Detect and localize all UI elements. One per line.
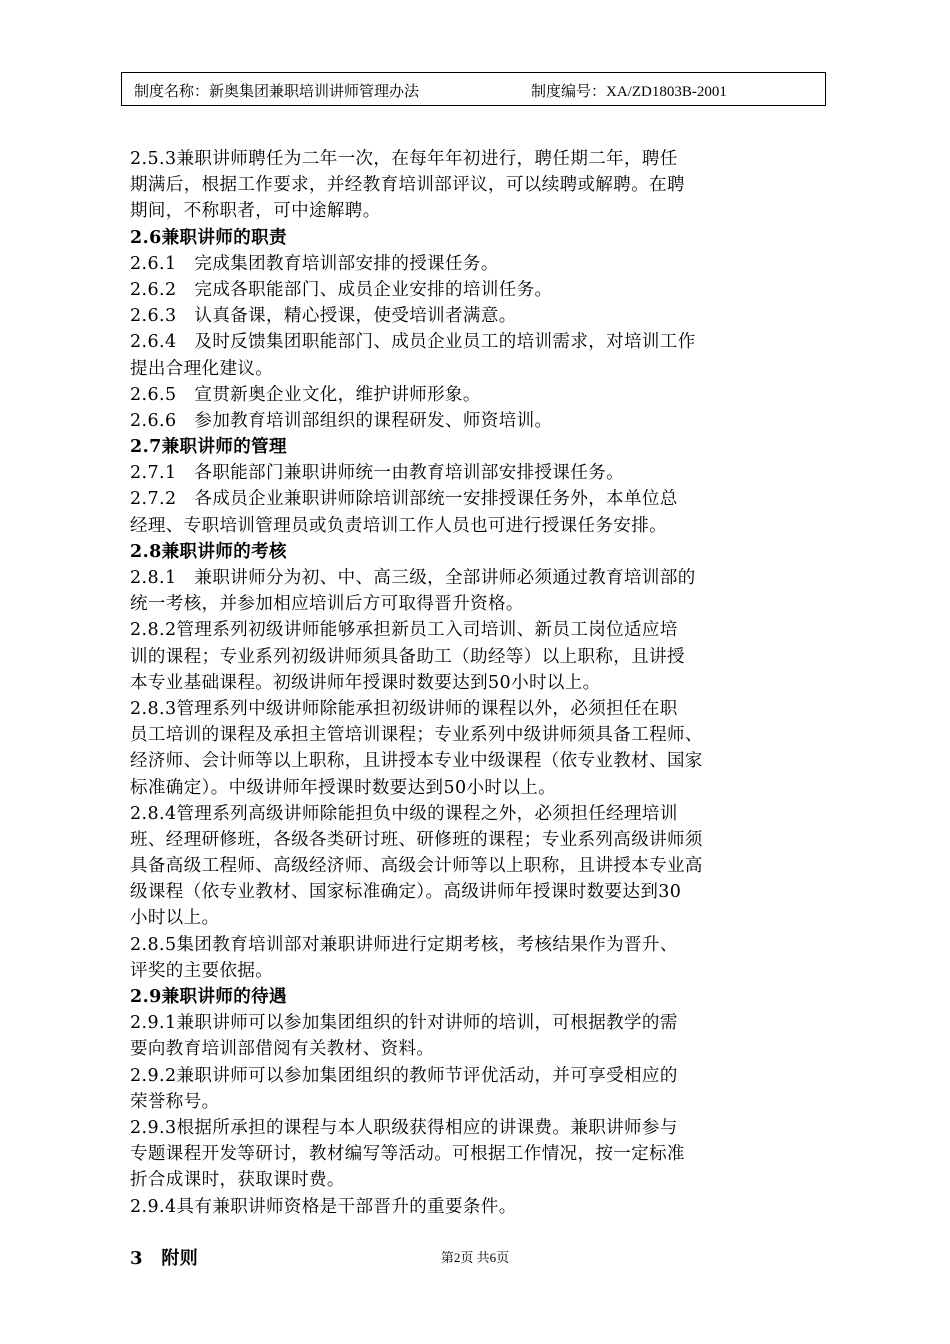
- text-line: 2.8.1 兼职讲师分为初、中、高三级，全部讲师必须通过教育培训部的: [130, 568, 696, 588]
- text-line: 2.8.3管理系列中级讲师除能承担初级讲师的课程以外，必须担任在职: [130, 698, 678, 719]
- regulation-name: 制度名称：新奥集团兼职培训讲师管理办法: [134, 84, 420, 100]
- text-line: 级课程（依专业教材、国家标准确定）。高级讲师年授课时数要达到30: [130, 882, 682, 903]
- text-line: 员工培训的课程及承担主管培训课程；专业系列中级讲师须具备工程师、: [130, 725, 703, 746]
- subsection-heading: 2.7兼职讲师的管理: [130, 437, 287, 458]
- text-line: 期间，不称职者，可中途解聘。: [130, 201, 381, 222]
- text-line: 2.8.4管理系列高级讲师除能担负中级的课程之外，必须担任经理培训: [130, 803, 678, 824]
- text-line: 折合成课时，获取课时费。: [130, 1170, 345, 1191]
- text-line: 本专业基础课程。初级讲师年授课时数要达到50小时以上。: [130, 672, 601, 693]
- text-line: 2.6.5 宣贯新奥企业文化，维护讲师形象。: [130, 384, 481, 405]
- text-line: 2.7.2 各成员企业兼职讲师除培训部统一安排授课任务外，本单位总: [130, 489, 678, 510]
- text-line: 2.8.2管理系列初级讲师能够承担新员工入司培训、新员工岗位适应培: [130, 620, 678, 641]
- text-line: 经济师、会计师等以上职称，且讲授本专业中级课程（依专业教材、国家: [130, 751, 703, 772]
- text-line: 2.6.1 完成集团教育培训部安排的授课任务。: [130, 253, 499, 274]
- page-footer: 第2页 共6页: [440, 1250, 510, 1265]
- text-line: 班、经理研修班，各级各类研讨班、研修班的课程；专业系列高级讲师须: [130, 829, 703, 850]
- text-line: 期满后，根据工作要求，并经教育培训部评议，可以续聘或解聘。在聘: [130, 175, 685, 196]
- text-line: 2.9.1兼职讲师可以参加集团组织的针对讲师的培训，可根据教学的需: [130, 1013, 678, 1034]
- text-line: 2.6.6 参加教育培训部组织的课程研发、师资培训。: [130, 410, 553, 431]
- text-line: 提出合理化建议。: [130, 358, 274, 379]
- text-line: 专题课程开发等研讨，教材编写等活动。可根据工作情况，按一定标准: [130, 1144, 685, 1165]
- text-line: 具备高级工程师、高级经济师、高级会计师等以上职称，且讲授本专业高: [130, 856, 703, 877]
- text-line: 2.6.2 完成各职能部门、成员企业安排的培训任务。: [130, 279, 553, 300]
- paragraph-lines: [130, 146, 830, 1220]
- document-body: [130, 146, 830, 1272]
- text-line: 经理、专职培训管理员或负责培训工作人员也可进行授课任务安排。: [130, 515, 667, 536]
- text-line: 2.9.2兼职讲师可以参加集团组织的教师节评优活动，并可享受相应的: [130, 1065, 678, 1086]
- subsection-heading: 2.8兼职讲师的考核: [130, 541, 287, 562]
- text-line: 2.5.3兼职讲师聘任为二年一次，在每年年初进行，聘任期二年，聘任: [130, 149, 678, 169]
- text-line: 统一考核，并参加相应培训后方可取得晋升资格。: [130, 594, 524, 615]
- text-line: 2.8.5集团教育培训部对兼职讲师进行定期考核，考核结果作为晋升、: [130, 934, 678, 955]
- text-line: 2.9.3根据所承担的课程与本人职级获得相应的讲课费。兼职讲师参与: [130, 1117, 678, 1138]
- text-line: 2.6.3 认真备课，精心授课，使受培训者满意。: [130, 306, 517, 327]
- text-line: 训的课程；专业系列初级讲师须具备助工（助经等）以上职称，且讲授: [130, 646, 685, 667]
- text-line: 2.6.4 及时反馈集团职能部门、成员企业员工的培训需求，对培训工作: [130, 332, 696, 353]
- text-line: 荣誉称号。: [130, 1091, 220, 1112]
- regulation-code: 制度编号：XA/ZD1803B-2001: [531, 84, 727, 100]
- text-line: 评奖的主要依据。: [130, 960, 274, 981]
- text-line: 小时以上。: [130, 908, 220, 929]
- text-line: 2.9.4具有兼职讲师资格是干部晋升的重要条件。: [130, 1196, 517, 1217]
- text-line: 标准确定）。中级讲师年授课时数要达到50小时以上。: [130, 777, 557, 798]
- document-header: [121, 72, 826, 106]
- section-heading: 3 附则: [130, 1247, 199, 1269]
- text-line: 2.7.1 各职能部门兼职讲师统一由教育培训部安排授课任务。: [130, 463, 625, 484]
- subsection-heading: 2.9兼职讲师的待遇: [130, 987, 287, 1007]
- text-line: 要向教育培训部借阅有关教材、资料。: [130, 1039, 435, 1060]
- subsection-heading: 2.6兼职讲师的职责: [130, 227, 287, 248]
